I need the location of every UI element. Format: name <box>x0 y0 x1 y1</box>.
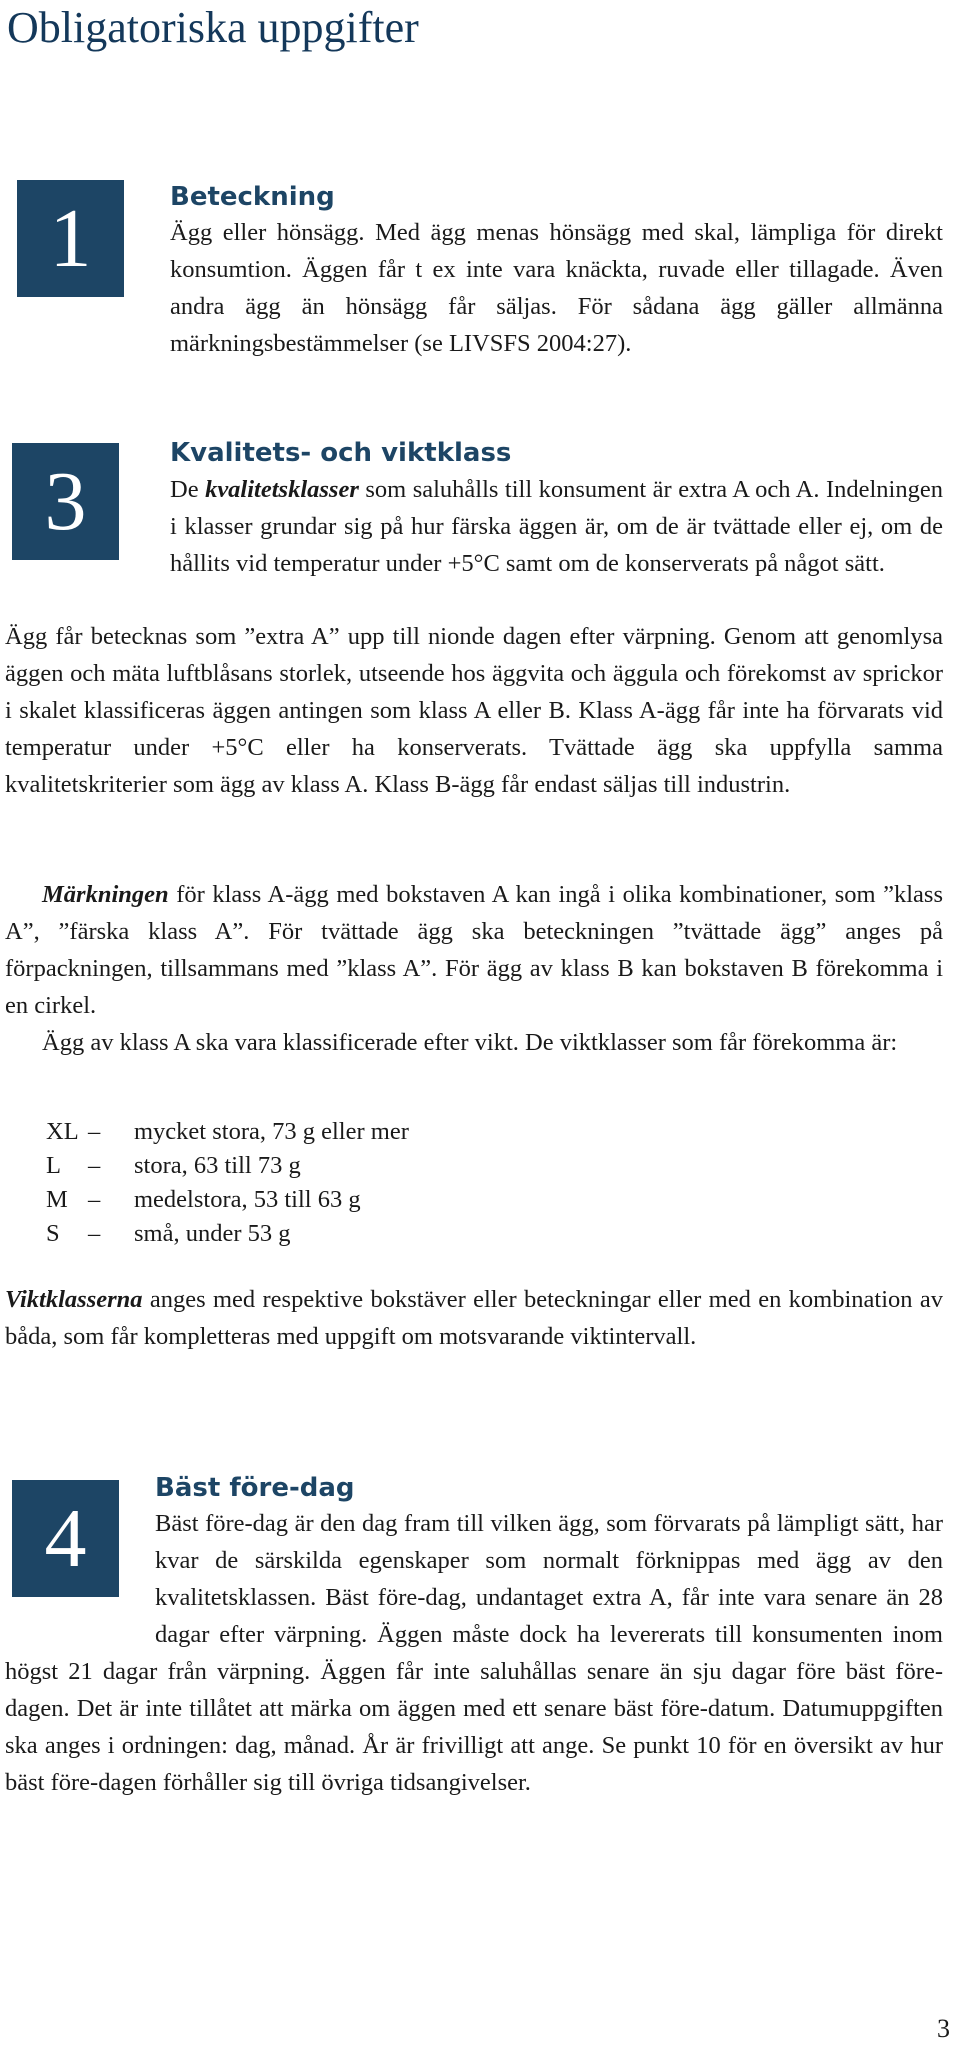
page-number: 3 <box>937 2014 950 2043</box>
section-number-1: 1 <box>17 180 124 297</box>
section-3-paragraph-weight-labels: Viktklasserna anges med respektive bokstäver eller beteckningar eller med en kombination av båda, som får kompletteras med uppgift om motsvarande viktintervall. <box>5 1286 943 1350</box>
section-3-paragraph-marking: Märkningen för klass A-ägg med bokstaven A kan ingå i olika kombinationer, som ”klass A”, ”färska klass A”. För tvättade ägg ska beteckningen ”tvättade ägg” anges på förpackningen, tillsammans med ”klass A”. För ägg av klass B kan bokstaven B förekomma i en cirkel. <box>5 881 943 1019</box>
keyword-viktklasserna: Viktklasserna <box>5 1286 143 1313</box>
section-3-paragraph-weight: Ägg av klass A ska vara klassificerade efter vikt. De viktklasser som får förekomma är: <box>42 1029 898 1056</box>
section-heading-bast-fore: Bäst före-dag <box>155 1473 355 1503</box>
section-number-3: 3 <box>12 443 119 560</box>
section-1-body: Ägg eller hönsägg. Med ägg menas hönsägg med skal, lämpliga för direkt konsumtion. Äggen får t ex inte vara knäckta, ruvade eller tillagade. Även andra ägg än hönsägg får säljas. För sådana ägg gäller allmänna märkningsbestämmelser (se LIVSFS 2004:27). <box>5 214 943 362</box>
keyword-markningen: Märkningen <box>42 881 169 908</box>
section-4-body: Bäst före-dag är den dag fram till vilken ägg, som förvarats på lämpligt sätt, har kvar de särskilda egenskaper som normalt förknippas med ägg av den kvalitetsklassen. Bäst före-dag, undantaget extra A, får inte vara senare än 28 dagar efter värpning. Äggen måste dock ha levererats till konsumenten inom högst 21 dagar från värpning. Äggen får inte saluhållas senare än sju dagar före bäst före-dagen. Det är inte tillåtet att märka om äggen med ett senare bäst före-datum. Datumuppgiften ska anges i ordningen: dag, månad. År är frivilligt att ange. Se punkt 10 för en översikt av hur bäst före-dagen förhåller sig till övriga tidsangivelser. <box>5 1505 943 1801</box>
list-item: L – stora, 63 till 73 g <box>46 1152 301 1179</box>
section-3-intro: De kvalitetsklasser som saluhålls till konsument är extra A och A. Indelningen i klasser grundar sig på hur färska äggen är, om de är tvättade eller ej, om de hållits vid temperatur under +5°C samt om de konserverats på något sätt. <box>170 476 943 577</box>
section-heading-beteckning: Beteckning <box>170 182 335 212</box>
weight-class-list <box>46 1115 646 1251</box>
list-item: M – medelstora, 53 till 63 g <box>46 1186 361 1213</box>
wrap-spacer <box>5 1505 155 1653</box>
section-3-paragraph-grading: Ägg får betecknas som ”extra A” upp till nionde dagen efter värpning. Genom att genomlysa äggen och mäta luftblåsans storlek, utseende hos äggvita och äggula och förekomst av sprickor i skalet klassificeras äggen antingen som klass A eller B. Klass A-ägg får inte ha förvarats vid temperatur under +5°C eller ha konserverats. Tvättade ägg ska uppfylla samma kvalitetskriterier som ägg av klass A. Klass B-ägg får endast säljas till industrin. <box>5 623 943 798</box>
section-heading-kvalitet: Kvalitets- och viktklass <box>170 438 512 468</box>
keyword-kvalitetsklasser: kvalitetsklasser <box>205 476 359 503</box>
section-number-4: 4 <box>12 1480 119 1597</box>
list-item: XL – mycket stora, 73 g eller mer <box>46 1118 409 1145</box>
list-item: S – små, under 53 g <box>46 1220 291 1247</box>
page-title: Obligatoriska uppgifter <box>7 3 419 52</box>
wrap-spacer <box>5 214 170 362</box>
